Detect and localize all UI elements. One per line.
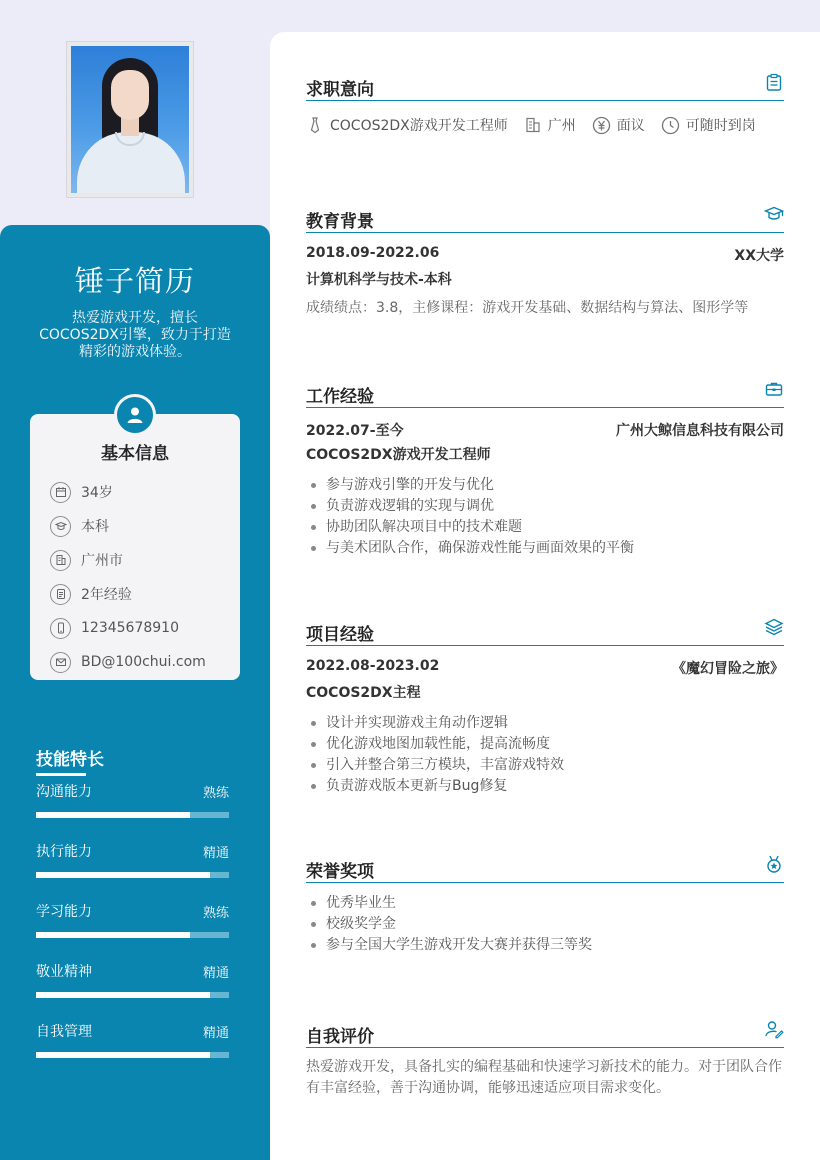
education-detail: 成绩绩点：3.8，主修课程：游戏开发基础、数据结构与算法、图形学等 — [306, 300, 749, 316]
list-item: 参与全国大学生游戏开发大赛并获得三等奖 — [306, 935, 784, 956]
job-intent-row — [306, 115, 784, 135]
info-degree — [50, 509, 206, 543]
profile-photo — [66, 41, 194, 198]
intent-salary-text: 面议 — [616, 118, 645, 134]
skills-title: 技能特长 — [36, 745, 104, 774]
section-title: 项目经验 — [306, 625, 374, 645]
list-item: 与美术团队合作，确保游戏性能与画面效果的平衡 — [306, 538, 784, 559]
skill-level: 精通 — [202, 1026, 229, 1041]
project-name: 《魔幻冒险之旅》 — [672, 661, 784, 677]
intent-salary — [592, 115, 645, 135]
section-work — [306, 375, 784, 559]
tie-icon — [306, 116, 324, 134]
info-city — [50, 543, 206, 577]
skill-item — [36, 903, 229, 938]
list-item: 设计并实现游戏主角动作逻辑 — [306, 713, 784, 734]
section-job-intent — [306, 68, 784, 135]
project-bullets — [306, 713, 784, 797]
education-major: 计算机科学与技术-本科 — [306, 272, 452, 288]
skill-name: 自我管理 — [36, 1024, 92, 1040]
work-period: 2022.07-至今 — [306, 423, 404, 439]
section-title: 自我评价 — [306, 1027, 374, 1047]
list-item: 优化游戏地图加载性能，提高流畅度 — [306, 734, 784, 755]
section-self-evaluation — [306, 1015, 784, 1099]
info-experience-text: 2年经验 — [81, 587, 132, 603]
work-row — [306, 420, 784, 440]
building-icon — [524, 116, 542, 134]
section-honors — [306, 850, 784, 956]
intent-job-text: COCOS2DX游戏开发工程师 — [330, 118, 508, 134]
graduation-cap-icon — [764, 204, 784, 224]
medal-icon — [764, 854, 784, 874]
yen-icon — [592, 116, 611, 135]
list-item: 参与游戏引擎的开发与优化 — [306, 475, 784, 496]
skill-level: 熟练 — [202, 906, 229, 921]
briefcase-icon — [764, 379, 784, 399]
self-evaluation-text: 热爱游戏开发，具备扎实的编程基础和快速学习新技术的能力。对于团队合作有丰富经验，善于沟通协调，能够迅速适应项目需求变化。 — [306, 1059, 782, 1096]
section-title: 工作经验 — [306, 387, 374, 407]
info-email-text: BD@100chui.com — [81, 654, 206, 670]
skill-bar-fill — [36, 932, 190, 938]
skill-bar — [36, 872, 229, 878]
basic-info-list — [50, 475, 206, 679]
info-degree-text: 本科 — [81, 519, 109, 535]
building-icon — [50, 550, 71, 571]
skill-level: 熟练 — [202, 786, 229, 801]
profile-motto: 热爱游戏开发，擅长COCOS2DX引擎，致力于打造精彩的游戏体验。 — [39, 310, 231, 360]
section-title: 荣誉奖项 — [306, 862, 374, 882]
skill-name: 执行能力 — [36, 844, 92, 860]
skill-bar-fill — [36, 872, 210, 878]
basic-info-card — [30, 414, 240, 680]
education-period: 2018.09-2022.06 — [306, 245, 440, 261]
project-row — [306, 658, 784, 678]
info-age — [50, 475, 206, 509]
section-education — [306, 200, 784, 319]
clipboard-icon — [764, 72, 784, 92]
skill-bar-fill — [36, 812, 190, 818]
list-item: 协助团队解决项目中的技术难题 — [306, 517, 784, 538]
resume-name: 锤子简历 — [74, 264, 195, 298]
work-position: COCOS2DX游戏开发工程师 — [306, 447, 491, 463]
list-item: 负责游戏逻辑的实现与调优 — [306, 496, 784, 517]
work-company: 广州大鲸信息科技有限公司 — [616, 423, 784, 439]
info-phone-text: 12345678910 — [81, 620, 179, 636]
intent-availability — [661, 115, 756, 135]
skill-name: 沟通能力 — [36, 784, 92, 800]
skill-name: 学习能力 — [36, 904, 92, 920]
main-content — [270, 32, 820, 1160]
layers-icon — [764, 617, 784, 637]
intent-availability-text: 可随时到岗 — [685, 118, 756, 134]
skill-bar-fill — [36, 1052, 210, 1058]
education-school: XX大学 — [734, 248, 784, 264]
clock-icon — [661, 116, 680, 135]
info-experience — [50, 577, 206, 611]
basic-info-title: 基本信息 — [101, 444, 169, 464]
document-icon — [50, 584, 71, 605]
project-role: COCOS2DX主程 — [306, 685, 421, 701]
skill-item — [36, 963, 229, 998]
intent-city — [524, 115, 576, 135]
skill-bar — [36, 932, 229, 938]
honors-bullets — [306, 893, 784, 956]
info-age-text: 34岁 — [81, 485, 113, 501]
section-title: 求职意向 — [306, 80, 374, 100]
skill-bar — [36, 812, 229, 818]
skill-item — [36, 843, 229, 878]
section-project — [306, 613, 784, 797]
phone-icon — [50, 618, 71, 639]
sidebar — [0, 225, 270, 1160]
skill-item — [36, 1023, 229, 1058]
skill-level: 精通 — [202, 846, 229, 861]
education-row — [306, 245, 784, 265]
list-item: 负责游戏版本更新与Bug修复 — [306, 776, 784, 797]
user-edit-icon — [764, 1019, 784, 1039]
email-icon — [50, 652, 71, 673]
list-item: 引入并整合第三方模块，丰富游戏特效 — [306, 755, 784, 776]
skill-item — [36, 783, 229, 818]
skill-level: 精通 — [202, 966, 229, 981]
user-icon — [114, 394, 156, 436]
list-item: 校级奖学金 — [306, 914, 784, 935]
graduation-cap-icon — [50, 516, 71, 537]
intent-city-text: 广州 — [547, 118, 576, 134]
skill-bar — [36, 1052, 229, 1058]
section-title: 教育背景 — [306, 212, 374, 232]
skill-name: 敬业精神 — [36, 964, 92, 980]
list-item: 优秀毕业生 — [306, 893, 784, 914]
info-phone — [50, 611, 206, 645]
calendar-icon — [50, 482, 71, 503]
intent-job — [306, 115, 508, 135]
portrait-image — [71, 46, 189, 193]
work-bullets — [306, 475, 784, 559]
skill-bar — [36, 992, 229, 998]
info-city-text: 广州市 — [81, 553, 123, 569]
skill-bar-fill — [36, 992, 210, 998]
project-period: 2022.08-2023.02 — [306, 658, 440, 674]
info-email — [50, 645, 206, 679]
